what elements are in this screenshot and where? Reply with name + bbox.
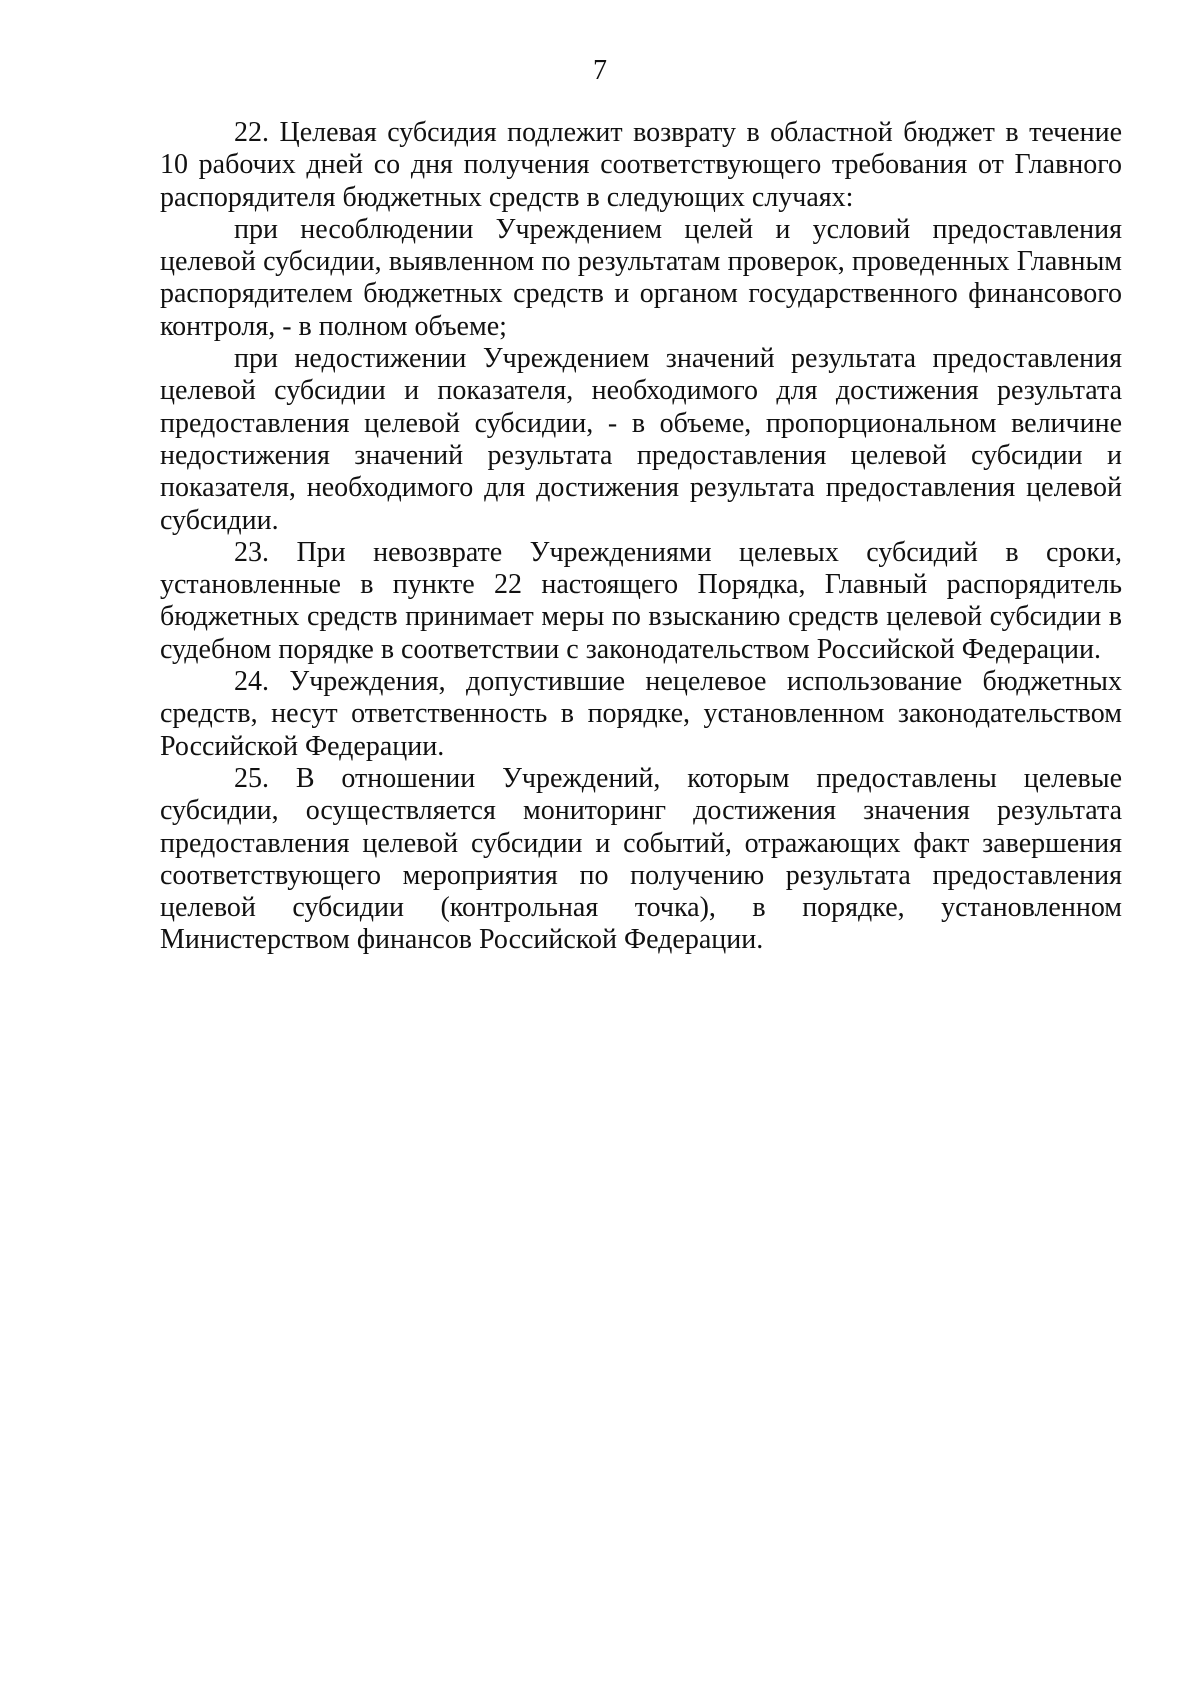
paragraph-24: 24. Учреждения, допустившие нецелевое использование бюджетных средств, несут ответственность в порядке, установленном законодательством Российской Федерации. [160,666,1122,762]
paragraph-25: 25. В отношении Учреждений, которым предоставлены целевые субсидии, осуществляется мониторинг достижения значения результата предоставления целевой субсидии и событий, отражающих факт завершения соответствующего мероприятия по получению результата предоставления целевой субсидии (контрольная точка), в порядке, установленном Министерством финансов Российской Федерации. [160,762,1122,956]
paragraph-22-case-2: при недостижении Учреждением значений результата предоставления целевой субсидии и показателя, необходимого для достижения результата предоставления целевой субсидии, - в объеме, пропорциональном величине недостижения значений результата предоставления целевой субсидии и показателя, необходимого для достижения результата предоставления целевой субсидии. [160,343,1122,536]
paragraph-22-case-1: при несоблюдении Учреждением целей и условий предоставления целевой субсидии, выявленном по результатам проверок, проведенных Главным распорядителем бюджетных средств и органом государственного финансового контроля, - в полном объеме; [160,213,1122,342]
paragraph-23: 23. При невозврате Учреждениями целевых субсидий в сроки, установленные в пункте 22 настоящего Порядка, Главный распорядитель бюджетных средств принимает меры по взысканию средств целевой субсидии в судебном порядке в соответствии с законодательством Российской Федерации. [160,536,1122,665]
paragraph-22: 22. Целевая субсидия подлежит возврату в областной бюджет в течение 10 рабочих дней со дня получения соответствующего требования от Главного распорядителя бюджетных средств в следующих случаях: [160,117,1122,213]
document-body [160,117,1122,957]
page-number: 7 [593,55,607,86]
